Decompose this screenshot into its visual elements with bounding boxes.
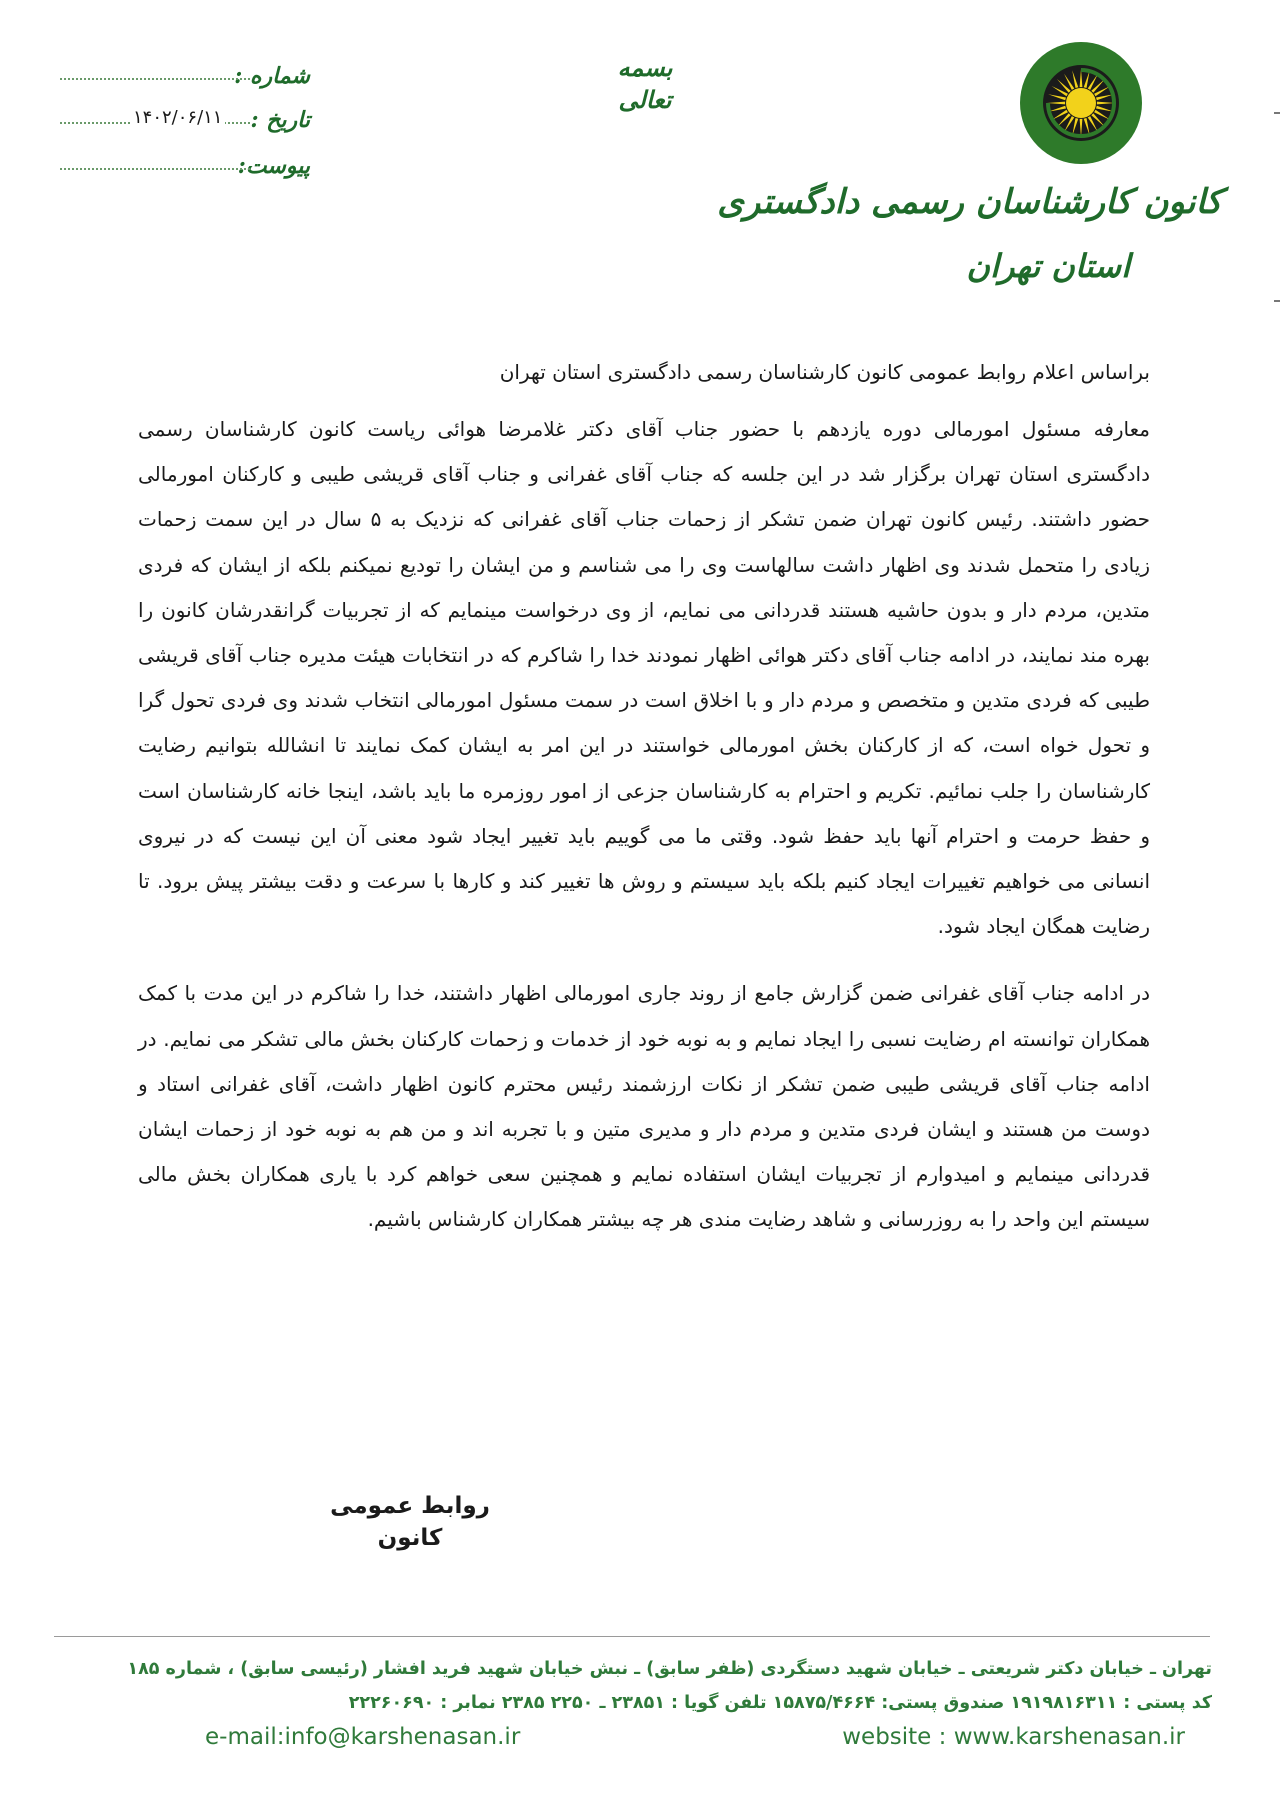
- signature: روابط عمومی کانون: [330, 1493, 490, 1551]
- letter-attachment-dotted-line: [60, 168, 250, 170]
- letter-attachment-label: پیوست:: [237, 153, 310, 179]
- letter-date-value: ۱۴۰۲/۰۶/۱۱: [130, 106, 225, 130]
- organization-name: کانون کارشناسان رسمی دادگستری: [717, 182, 1222, 222]
- footer-contacts: کد پستی : ۱۹۱۹۸۱۶۳۱۱ صندوق پستی: ۱۵۸۷۵/۴۶۶۴ تلفن گویا : ۲۳۸۵۱ ـ ۲۲۵۰ ۲۳۸۵ نمابر : ۲۲۲۶۰۶۹۰: [348, 1693, 1212, 1713]
- footer-website: website : www.karshenasan.ir: [842, 1724, 1185, 1750]
- body-paragraph-2: در ادامه جناب آقای غفرانی ضمن گزارش جامع از روند جاری امورمالی اظهار داشتند، خدا را شاکرم در این مدت با کمک همکاران توانسته ام رضایت نسبی را ایجاد نمایم و به نوبه خود از خدمات و زحمات کارکنان بخش مالی تشکر می نمایم. در ادامه جناب آقای قریشی طیبی ضمن تشکر از نکات ارزشمند رئیس محترم کانون اظهار داشت، آقای غفرانی استاد و دوست من هستند و ایشان فردی متدین و مردم دار و مدیری متین و با تجربه اند و من هم به نوبه خود از زحمات ایشان قدردانی مینمایم و امیدوارم از تجربیات ایشان استفاده نمایم و همچنین سعی خواهم کرد با یاری همکاران بخش مالی سیستم این واحد را به روزرسانی و شاهد رضایت مندی هر چه بیشتر همکاران کارشناس باشیم.: [138, 981, 1150, 1232]
- basmala-heading: بسمه تعالی: [617, 53, 673, 114]
- footer-email: e-mail:info@karshenasan.ir: [205, 1724, 521, 1750]
- organization-subtitle: استان تهران: [966, 247, 1130, 285]
- scan-edge-mark: [1274, 300, 1280, 302]
- footer-address: تهران ـ خیابان دکتر شریعتی ـ خیابان شهید دستگردی (ظفر سابق) ـ نبش خیابان شهید فرید افشار (رئیسی سابق) ، شماره ۱۸۵: [127, 1659, 1212, 1679]
- letter-body: [138, 355, 1150, 1243]
- letter-attachment-field: [60, 150, 310, 186]
- letter-date-field: [60, 104, 310, 140]
- body-paragraph-1: معارفه مسئول امورمالی دوره یازدهم با حضور جناب آقای دکتر غلامرضا هوائی ریاست کانون کارشناسان رسمی دادگستری استان تهران برگزار شد در این جلسه که جناب آقای غفرانی و جناب آقای قریشی طیبی و کارکنان امورمالی حضور داشتند. رئیس کانون تهران ضمن تشکر از زحمات جناب آقای غفرانی که نزدیک به ۵ سال در این سمت زحمات زیادی را متحمل شدند وی اظهار داشت سالهاست وی را می شناسم و من ایشان را تودیع نمیکنم بلکه از ایشان که فردی متدین، مردم دار و بدون حاشیه هستند قدردانی می نمایم، از وی درخواست مینمایم که از تجربیات گرانقدرشان کانون را بهره مند نمایند، در ادامه جناب آقای دکتر هوائی اظهار نمودند خدا را شاکرم که در انتخابات هیئت مدیره جناب آقای قریشی طیبی که فردی متدین و متخصص و مردم دار و با اخلاق است در سمت مسئول امورمالی انتخاب شدند وی فردی تحول گرا و تحول خواه است، که از کارکنان بخش امورمالی خواستند در این امر به ایشان کمک نمایند تا انشالله بتوانیم رضایت کارشناسان را جلب نمائیم. تکریم و احترام به کارشناسان جزعی از امور روزمره ما باید باشد، اینجا خانه کارشناسان است و حفظ حرمت و احترام آنها باید حفظ شود. وقتی ما می گوییم باید تغییر ایجاد شود معنی آن این نیست که در نیروی انسانی می خواهیم تغییرات ایجاد کنیم بلکه باید سیستم و روش ها تغییر کند و کارها با سرعت و دقت بیشتر پیش برود. تا رضایت همگان ایجاد شود.: [138, 417, 1151, 939]
- footer-divider: [54, 1636, 1210, 1637]
- letter-date-label: تاریخ :: [250, 107, 310, 133]
- sun-emblem-logo: [1018, 40, 1144, 166]
- scan-edge-mark: [1274, 112, 1280, 114]
- letter-number-field: [60, 60, 310, 96]
- letter-number-dotted-line: [60, 78, 250, 80]
- letter-number-label: شماره :: [234, 63, 310, 89]
- intro-line: براساس اعلام روابط عمومی کانون کارشناسان رسمی دادگستری استان تهران: [499, 360, 1150, 384]
